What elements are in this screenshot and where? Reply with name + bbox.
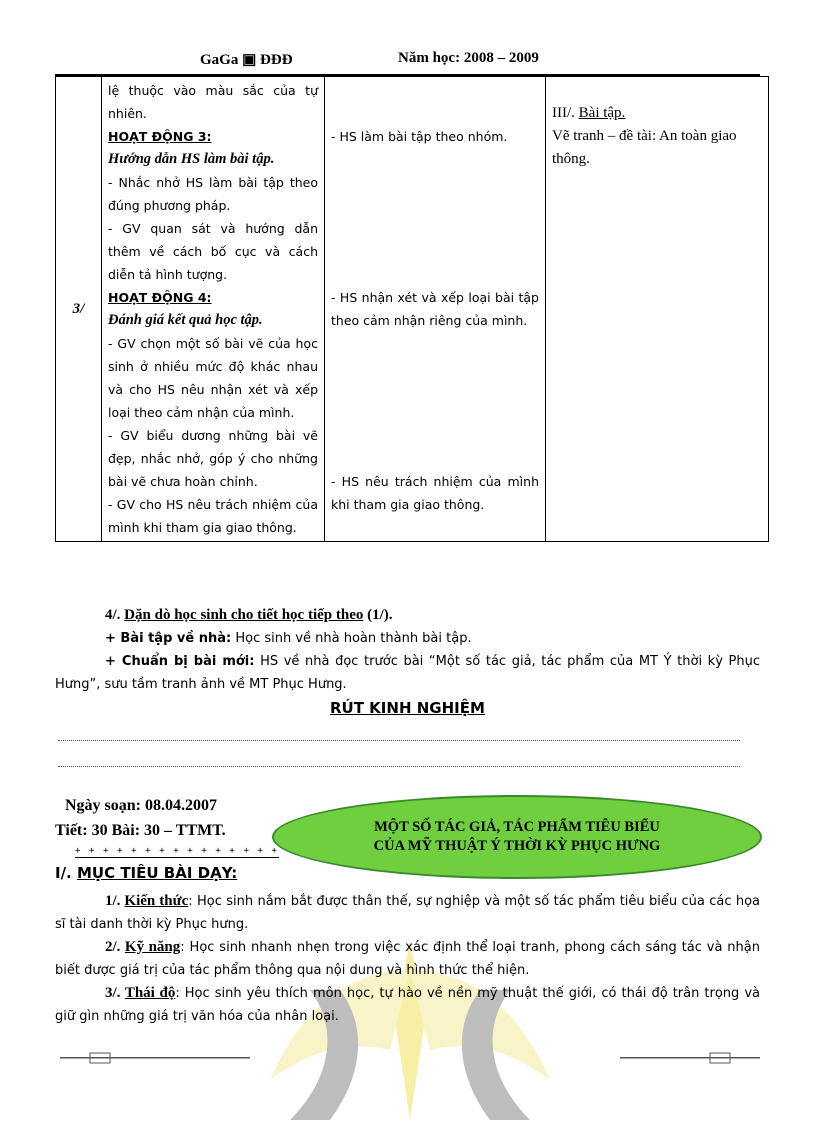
table-row — [56, 77, 769, 542]
activity4-item: - GV cho HS nêu trách nhiệm của mình khi tham gia giao thông. — [108, 497, 318, 535]
student-item: - HS nhận xét và xếp loại bài tập theo cảm nhận riêng của mình. — [331, 290, 539, 328]
activity3-item: - GV quan sát và hướng dẫn thêm về cách bố cục và cách diễn tả hình tượng. — [108, 221, 318, 282]
dotted-line — [58, 740, 740, 741]
lesson-period: Tiết: 30 Bài: 30 – TTMT. — [55, 822, 226, 839]
page-header — [55, 48, 760, 74]
objectives-heading-num: I/. — [55, 864, 77, 882]
content-heading — [552, 102, 762, 125]
student-activities — [325, 77, 546, 542]
objective-text: : Học sinh nắm bắt được thân thế, sự nghiệp và một số tác phẩm tiêu biểu của các họa sĩ tài danh thời kỳ Phục hưng. — [55, 894, 760, 932]
row-number: 3/ — [56, 77, 102, 542]
activity4-title: HOẠT ĐỘNG 4: — [108, 290, 212, 305]
lesson-title-banner — [272, 795, 762, 879]
star-divider: + + + + + + + + + + + + + + + — [75, 846, 279, 856]
objectives-heading — [55, 864, 237, 882]
objective-num: 3/. — [105, 985, 125, 1001]
school-year: Năm học: 2008 – 2009 — [398, 50, 539, 66]
prep-item — [55, 650, 760, 696]
lesson-title-line2: CỦA MỸ THUẬT Ý THỜI KỲ PHỤC HƯNG — [373, 838, 661, 854]
homework-heading-text: Dặn dò học sinh cho tiết học tiếp theo — [124, 607, 364, 623]
objective-item — [55, 890, 760, 936]
footer-ornament-right-icon — [620, 1052, 760, 1064]
content-title: Bài tập. — [578, 105, 626, 121]
lesson-title-line1: MỘT SỐ TÁC GIẢ, TÁC PHẨM TIÊU BIỂU — [374, 819, 660, 835]
objective-item — [55, 936, 760, 982]
objective-label: Kiến thức — [124, 893, 189, 909]
objective-text: : Học sinh yêu thích môn học, tự hào về nền mỹ thuật thế giới, có thái độ trân trọng và giữ gìn những giá trị văn hóa của nhân loại. — [55, 986, 760, 1024]
objective-num: 2/. — [105, 939, 125, 955]
activity4-subtitle: Đánh giá kết quả học tập. — [108, 312, 263, 328]
header-ornament — [200, 50, 293, 69]
homework-item — [55, 627, 760, 650]
footer-ornament-left-icon — [60, 1052, 250, 1064]
prep-label: + Chuẩn bị bài mới: — [105, 654, 255, 669]
activity4-item: - GV chọn một số bài vẽ của học sinh ở nhiều mức độ khác nhau và cho HS nêu nhận xét và xếp loại theo cảm nhận của mình. — [108, 336, 318, 420]
intro-text: lệ thuộc vào màu sắc của tự nhiên. — [108, 83, 318, 121]
lesson-table — [55, 76, 769, 542]
objective-text: : Học sinh nhanh nhẹn trong việc xác định thể loại tranh, phong cách sáng tác và nhận biết được giá trị của tác phẩm thông qua nội dung và hình thức thể hiện. — [55, 940, 760, 978]
content-text: Vẽ tranh – đề tài: An toàn giao thông. — [552, 128, 737, 167]
activity4-item: - GV biểu dương những bài vẽ đẹp, nhắc nhở, góp ý cho những bài vẽ chưa hoàn chỉnh. — [108, 428, 318, 489]
dotted-line — [58, 766, 740, 767]
content-column — [546, 77, 769, 542]
activity3-subtitle: Hướng dẫn HS làm bài tập. — [108, 151, 275, 167]
objective-item — [55, 982, 760, 1028]
homework-heading-time: (1/). — [363, 607, 393, 623]
objectives-list — [55, 890, 760, 1028]
experience-title: RÚT KINH NGHIỆM — [330, 699, 485, 717]
book-icon: ▣ — [242, 52, 257, 68]
homework-heading — [55, 604, 760, 627]
objective-label: Kỹ năng — [124, 939, 181, 955]
teacher-activities — [102, 77, 325, 542]
activity3-title: HOẠT ĐỘNG 3: — [108, 129, 212, 144]
objective-label: Thái độ — [124, 985, 176, 1001]
homework-label: + Bài tập về nhà: — [105, 631, 232, 646]
homework-text: Học sinh về nhà hoàn thành bài tập. — [231, 631, 472, 646]
ornament-right: ĐĐĐ — [260, 52, 293, 68]
homework-heading-num: 4/. — [105, 607, 125, 623]
prep-date: Ngày soạn: 08.04.2007 — [65, 797, 218, 814]
prep-text: HS về nhà đọc trước bài “Một số tác giả, tác phẩm của MT Ý thời kỳ Phục Hưng”, sưu tầm tranh ảnh về MT Phục Hưng. — [55, 654, 760, 692]
activity3-item: - Nhắc nhở HS làm bài tập theo đúng phương pháp. — [108, 175, 318, 213]
objective-num: 1/. — [105, 893, 125, 909]
content-prefix: III/. — [552, 105, 579, 121]
ornament-left: GaGa — [200, 52, 239, 68]
student-item: - HS làm bài tập theo nhóm. — [331, 129, 508, 144]
objectives-heading-text: MỤC TIÊU BÀI DẠY: — [76, 864, 238, 882]
student-item: - HS nêu trách nhiệm của mình khi tham gia giao thông. — [331, 474, 539, 512]
homework-section — [55, 604, 760, 696]
